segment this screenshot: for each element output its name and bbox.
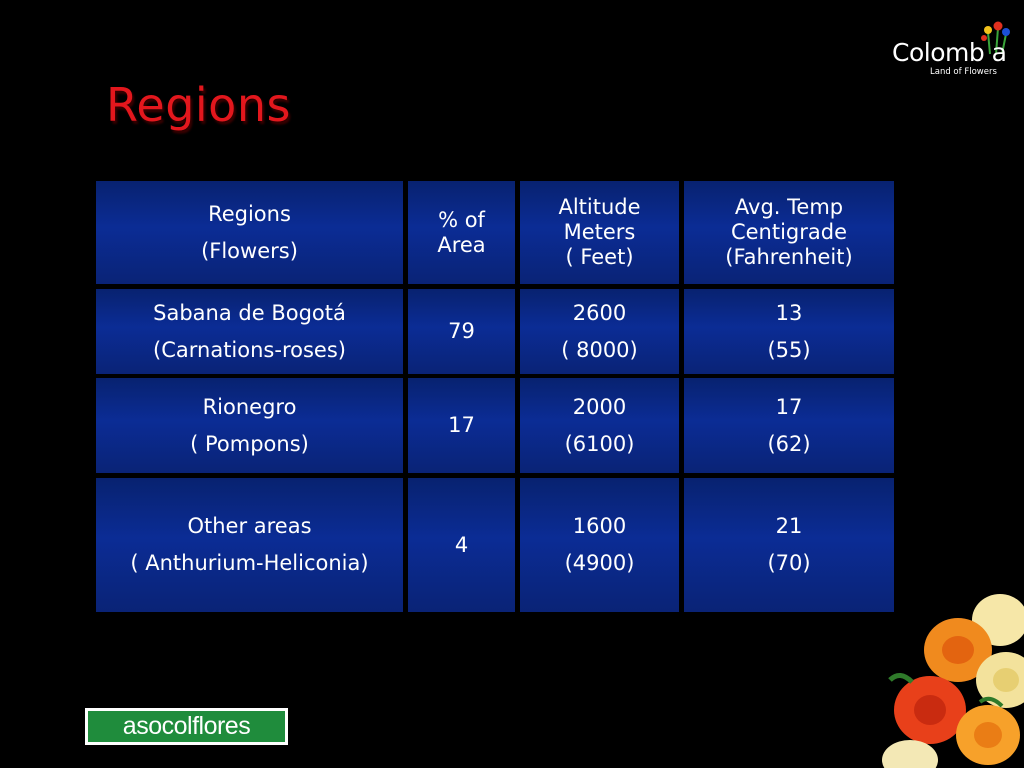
header-temp-line3: (Fahrenheit) [725,245,853,269]
asocolflores-wordmark: asocolflores [122,712,251,740]
header-temp-line1: Avg. Temp [734,195,844,219]
row1-altitude-ft: ( 8000) [561,337,638,362]
table-row-1-area [408,289,515,374]
header-regions-line1: Regions [208,201,291,226]
row2-altitude-m: 2000 [572,394,627,419]
header-altitude-line2: Meters [563,220,636,244]
row1-temp-f: (55) [767,337,811,362]
table-row-1-region [96,289,403,374]
table-row-2-region [96,378,403,473]
colombia-wordmark: Colomb a [892,38,1007,67]
row2-temp-c: 17 [775,394,803,419]
header-area-line1: % of [438,207,485,232]
header-area-line2: Area [437,232,486,257]
row1-altitude-m: 2600 [572,300,627,325]
table-row-1-temp [684,289,894,374]
row2-altitude-ft: (6100) [564,431,635,456]
roses-decoration-image [880,590,1024,768]
table-row-2-temp [684,378,894,473]
row2-area-pct: 17 [448,413,475,437]
table-row-1-altitude [520,289,679,374]
header-cell-regions [96,181,403,284]
slide-title: Regions [106,78,291,132]
table-row-3-area [408,478,515,612]
asocolflores-logo [85,708,288,745]
header-temp-line2: Centigrade [730,220,848,244]
row2-region-name: Rionegro [202,394,297,419]
table-row-3-region [96,478,403,612]
row3-altitude-ft: (4900) [564,551,635,575]
header-cell-altitude [520,181,679,284]
header-regions-line2: (Flowers) [201,238,298,263]
row3-temp-c: 21 [775,514,803,538]
header-altitude-line3: ( Feet) [565,245,634,269]
row2-region-flowers: ( Pompons) [190,431,309,456]
table-row-3-altitude [520,478,679,612]
row1-temp-c: 13 [775,300,803,325]
table-row-3-temp [684,478,894,612]
header-cell-area [408,181,515,284]
row3-area-pct: 4 [454,532,469,557]
row3-temp-f: (70) [767,551,811,575]
row1-region-flowers: (Carnations-roses) [153,337,346,362]
header-altitude-line1: Altitude [558,195,641,219]
row3-region-flowers: ( Anthurium-Heliconia) [130,551,369,575]
row1-region-name: Sabana de Bogotá [153,300,346,325]
header-cell-temp [684,181,894,284]
row3-region-name: Other areas [187,514,312,538]
row3-altitude-m: 1600 [572,514,627,538]
table-row-2-altitude [520,378,679,473]
table-row-2-area [408,378,515,473]
colombia-tagline: Land of Flowers [930,67,997,77]
row2-temp-f: (62) [767,431,811,456]
asocolflores-logo-band [88,711,285,742]
row1-area-pct: 79 [448,319,475,343]
colombia-logo [890,20,1016,80]
